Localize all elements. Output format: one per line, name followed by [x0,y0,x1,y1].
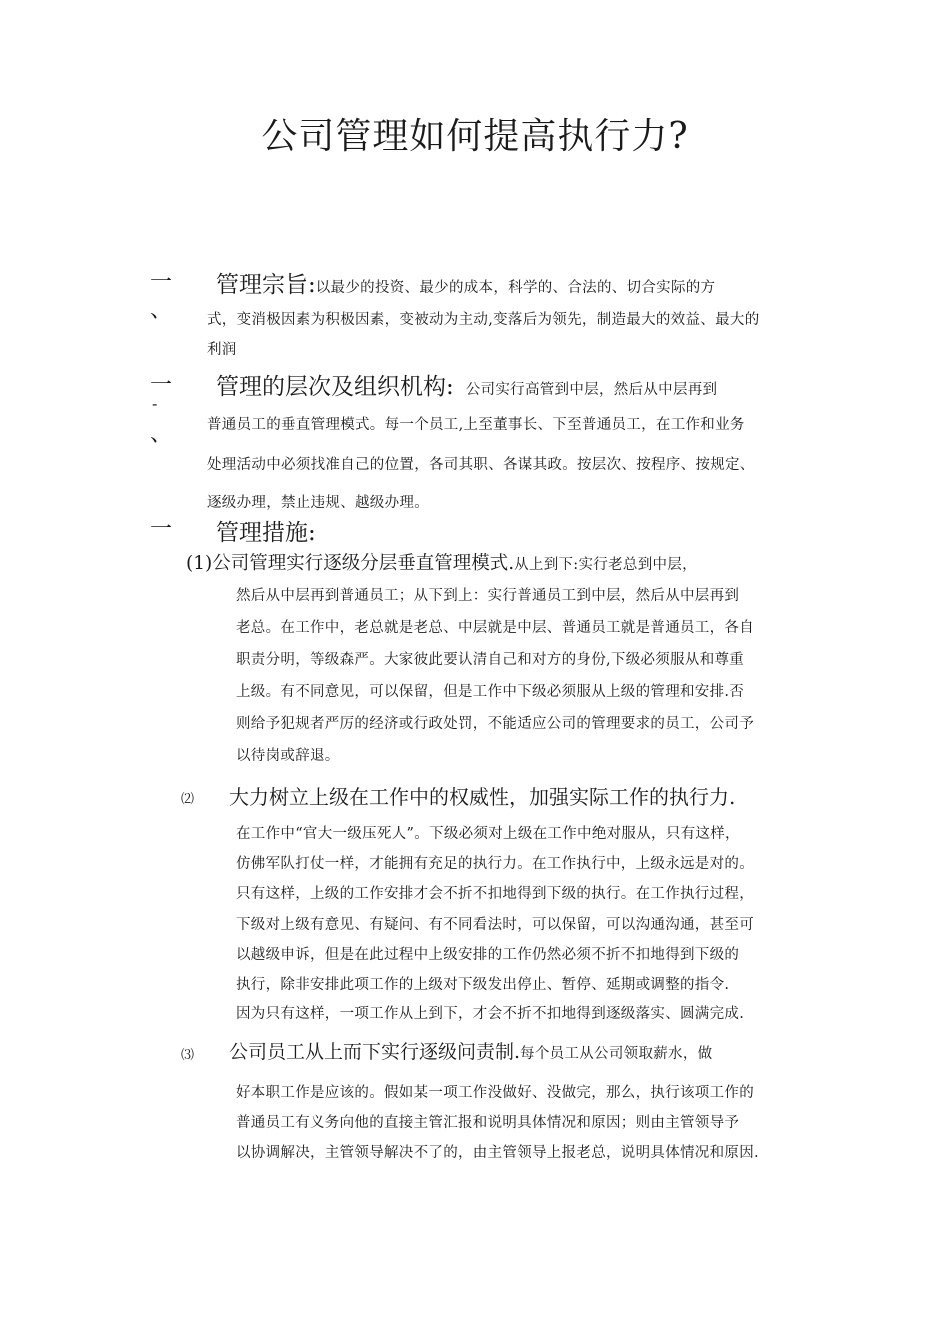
item-2-line-6: 执行，除非安排此项工作的上级对下级发出停止、暂停、延期或调整的指令. [236,977,730,993]
section-2-line-4: 逐级办理，禁止违规、越级办理。 [207,495,429,511]
item-1-heading: 公司管理实行逐级分层垂直管理模式. [212,553,515,574]
section-2-heading: 管理的层次及组织机构: [216,374,454,400]
item-3-line-1: 每个员工从公司领取薪水，做 [520,1046,713,1062]
item-1-heading-row [186,555,697,574]
item-3-heading: 公司员工从上而下实行逐级问责制. [229,1041,521,1063]
item-1-line-3: 老总。在工作中，老总就是老总、中层就是中层、普通员工就是普通员工，各自 [236,620,754,636]
item-3-heading-row [229,1043,712,1062]
item-2-line-4: 下级对上级有意见、有疑问、有不同看法时，可以保留，可以沟通沟通，甚至可 [236,917,754,933]
section-2-line-2: 普通员工的垂直管理模式。每一个员工,上至董事长、下至普通员工，在工作和业务 [207,417,745,433]
section-1-marker-comma: 、 [150,298,173,323]
item-2-line-2: 仿佛军队打仗一样，才能拥有充足的执行力。在工作执行中，上级永远是对的。 [236,856,754,872]
item-2-line-7: 因为只有这样，一项工作从上到下，才会不折不扣地得到逐级落实、圆满完成. [236,1006,745,1022]
section-2-marker: 一 [150,373,173,398]
section-3-heading: 管理措施: [216,520,316,546]
item-3-line-3: 普通员工有义务向他的直接主管汇报和说明具体情况和原因；则由主管领导予 [236,1115,740,1131]
item-3-line-4: 以协调解决，主管领导解决不了的，由主管领导上报老总，说明具体情况和原因. [236,1145,759,1161]
item-2-line-5: 以越级申诉，但是在此过程中上级安排的工作仍然必须不折不扣地得到下级的 [236,947,740,963]
item-3-line-2: 好本职工作是应该的。假如某一项工作没做好、没做完，那么，执行该项工作的 [236,1085,754,1101]
item-1-line-2: 然后从中层再到普通员工；从下到上：实行普通员工到中层，然后从中层再到 [236,588,740,604]
item-1-line-7: 以待岗或辞退。 [236,748,340,764]
section-2-heading-row [216,376,717,399]
section-1-line-1: 以最少的投资、最少的成本，科学的、合法的、切合实际的方 [315,280,716,296]
section-3-marker: 一 [150,517,173,542]
section-2-marker-comma: 、 [150,422,173,447]
item-2-line-3: 只有这样，上级的工作安排才会不折不扣地得到下级的执行。在工作执行过程， [236,886,754,902]
section-2-line-3: 处理活动中必须找准自己的位置，各司其职、各谋其政。按层次、按程序、按规定、 [207,457,755,473]
document-title: 公司管理如何提高执行力? [261,116,689,157]
item-3-number: ⑶ [181,1048,195,1063]
section-1-marker: 一 [150,270,173,295]
item-2-heading: 大力树立上级在工作中的权威性，加强实际工作的执行力. [229,785,736,809]
item-1-number: (1) [186,553,213,574]
item-1-line-4: 职责分明，等级森严。大家彼此要认清自己和对方的身份,下级必须服从和尊重 [236,652,745,668]
section-1-line-3: 利润 [207,342,237,358]
section-1-heading-row [216,274,715,297]
item-2-line-1: 在工作中“官大一级压死人”。下级必须对上级在工作中绝对服从，只有这样， [236,826,740,842]
section-1-heading: 管理宗旨: [216,272,316,298]
item-1-line-5: 上级。有不同意见，可以保留，但是工作中下级必须服从上级的管理和安排.否 [236,684,745,700]
section-2-line-1: 公司实行高管到中层，然后从中层再到 [465,382,718,398]
section-1-line-2: 式，变消极因素为积极因素，变被动为主动,变落后为领先，制造最大的效益、最大的 [207,312,760,328]
item-1-line-1: 从上到下:实行老总到中层， [514,557,697,573]
item-1-line-6: 则给予犯规者严厉的经济或行政处罚，不能适应公司的管理要求的员工，公司予 [236,716,754,732]
section-2-marker-dash: - [152,394,158,413]
item-2-number: ⑵ [181,792,195,807]
